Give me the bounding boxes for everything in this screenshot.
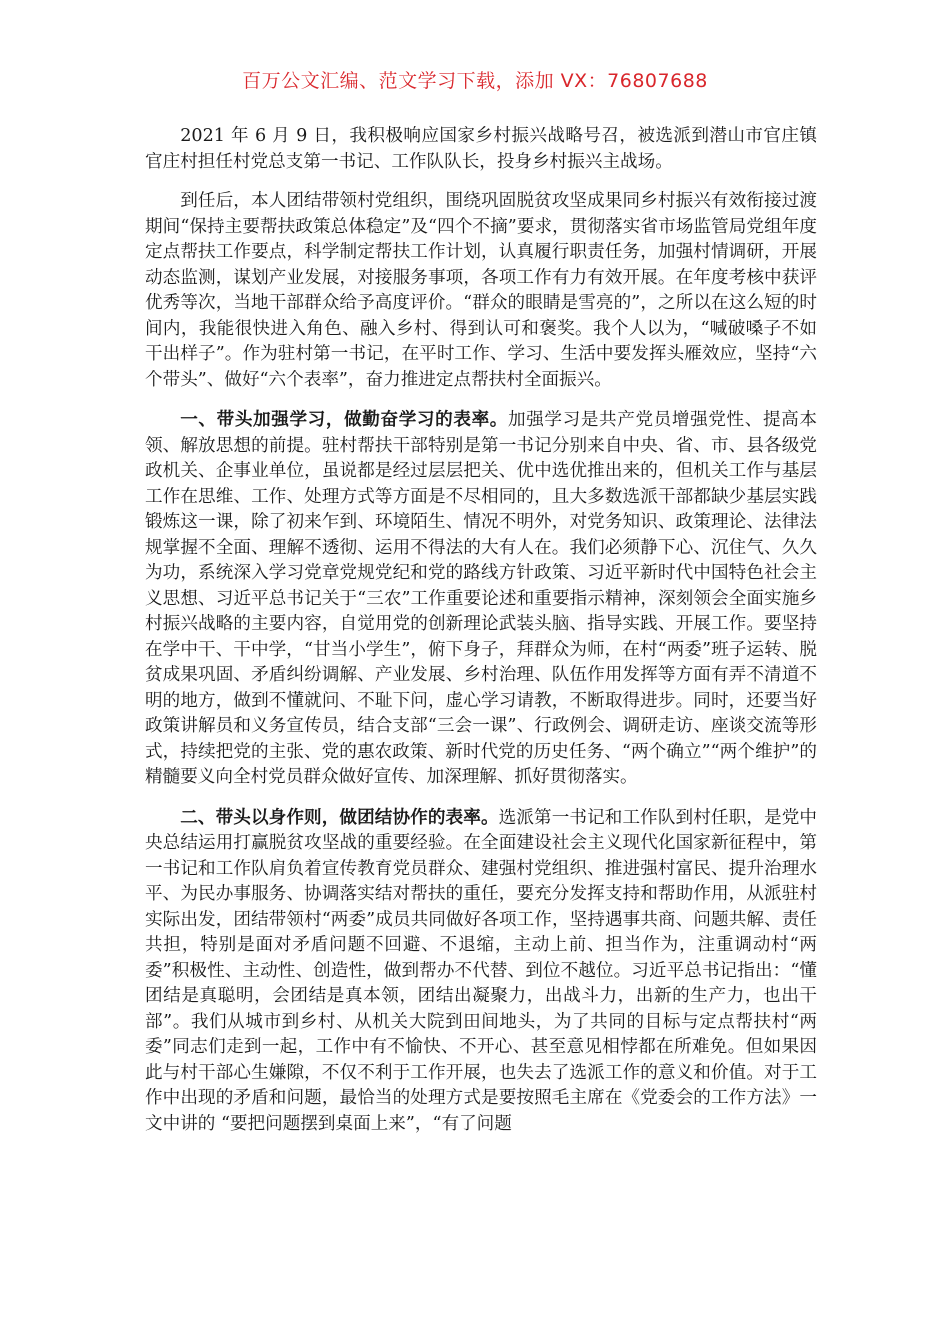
paragraph-text: 选派第一书记和工作队到村任职，是党中央总结运用打赢脱贫攻坚战的重要经验。在全面建设社会主义现代化国家新征程中，第一书记和工作队肩负着宣传教育党员群众、建强村党组织、推进强村富民、提升治理水平、为民办事服务、协调落实结对帮扶的重任，要充分发挥支持和帮助作用，从派驻村实际出发，团结带领村“两委”成员共同做好各项工作，坚持遇事共商、问题共解、责任共担，特别是面对矛盾问题不回避、不退缩，主动上前、担当作为，注重调动村“两委”积极性、主动性、创造性，做到帮办不代替、到位不越位。习近平总书记指出：“懂团结是真聪明，会团结是真本领，团结出凝聚力，出战斗力，出新的生产力，也出干部”。我们从城市到乡村、从机关大院到田间地头，为了共同的目标与定点帮扶村“两委”同志们走到一起，工作中有不愉快、不开心、甚至意见相悖都在所难免。但如果因此与村干部心生嫌隙，不仅不利于工作开展，也失去了选派工作的意义和价值。对于工作中出现的矛盾和问题，最恰当的处理方式是要按照毛主席在《党委会的工作方法》一文中讲的 “要把问题摆到桌面上来”，“有了问题	[145, 807, 817, 1134]
paragraph-section-2	[145, 805, 817, 1138]
section-heading: 一、带头加强学习，做勤奋学习的表率。	[180, 409, 508, 430]
paragraph-text: 到任后，本人团结带领村党组织，围绕巩固脱贫攻坚成果同乡村振兴有效衔接过渡期间“保持主要帮扶政策总体稳定”及“四个不摘”要求，贯彻落实省市场监管局党组年度定点帮扶工作要点，科学制定帮扶工作计划，认真履行职责任务，加强村情调研，开展动态监测，谋划产业发展，对接服务事项，各项工作有力有效开展。在年度考核中获评优秀等次，当地干部群众给予高度评价。“群众的眼睛是雪亮的”，之所以在这么短的时间内，我能很快进入角色、融入乡村、得到认可和褒奖。我个人以为，“喊破嗓子不如干出样子”。作为驻村第一书记，在平时工作、学习、生活中要发挥头雁效应，坚持“六个带头”、做好“六个表率”，奋力推进定点帮扶村全面振兴。	[145, 191, 817, 390]
paragraph-text: 加强学习是共产党员增强党性、提高本领、解放思想的前提。驻村帮扶干部特别是第一书记分别来自中央、省、市、县各级党政机关、企事业单位，虽说都是经过层层把关、优中选优推出来的，但机关工作与基层工作在思维、工作、处理方式等方面是不尽相同的，且大多数选派干部都缺少基层实践锻炼这一课，除了初来乍到、环境陌生、情况不明外，对党务知识、政策理论、法律法规掌握不全面、理解不透彻、运用不得法的大有人在。我们必须静下心、沉住气、久久为功，系统深入学习党章党规党纪和党的路线方针政策、习近平新时代中国特色社会主义思想、习近平总书记关于“三农”工作重要论述和重要指示精神，深刻领会全面实施乡村振兴战略的主要内容，自觉用党的创新理论武装头脑、指导实践、开展工作。要坚持在学中干、干中学，“甘当小学生”，俯下身子，拜群众为师，在村“两委”班子运转、脱贫成果巩固、矛盾纠纷调解、产业发展、乡村治理、队伍作用发挥等方面有弄不清道不明的地方，做到不懂就问、不耻下问，虚心学习请教，不断取得进步。同时，还要当好政策讲解员和义务宣传员，结合支部“三会一课”、行政例会、调研走访、座谈交流等形式，持续把党的主张、党的惠农政策、新时代党的历史任务、“两个确立”“两个维护”的精髓要义向全村党员群众做好宣传、加深理解、抓好贯彻落实。	[145, 410, 817, 787]
section-heading: 二、带头以身作则，做团结协作的表率。	[180, 806, 499, 828]
paragraph-intro	[145, 124, 817, 175]
paragraph-section-1	[145, 407, 817, 791]
header-banner: 百万公文汇编、范文学习下载，添加 VX：76807688	[242, 70, 708, 92]
paragraph-text: 2021 年 6 月 9 日，我积极响应国家乡村振兴战略号召，被选派到潜山市官庄镇官庄村担任村党总支第一书记、工作队队长，投身乡村振兴主战场。	[145, 126, 817, 172]
document-body	[145, 124, 817, 1137]
paragraph-overview	[145, 189, 817, 393]
